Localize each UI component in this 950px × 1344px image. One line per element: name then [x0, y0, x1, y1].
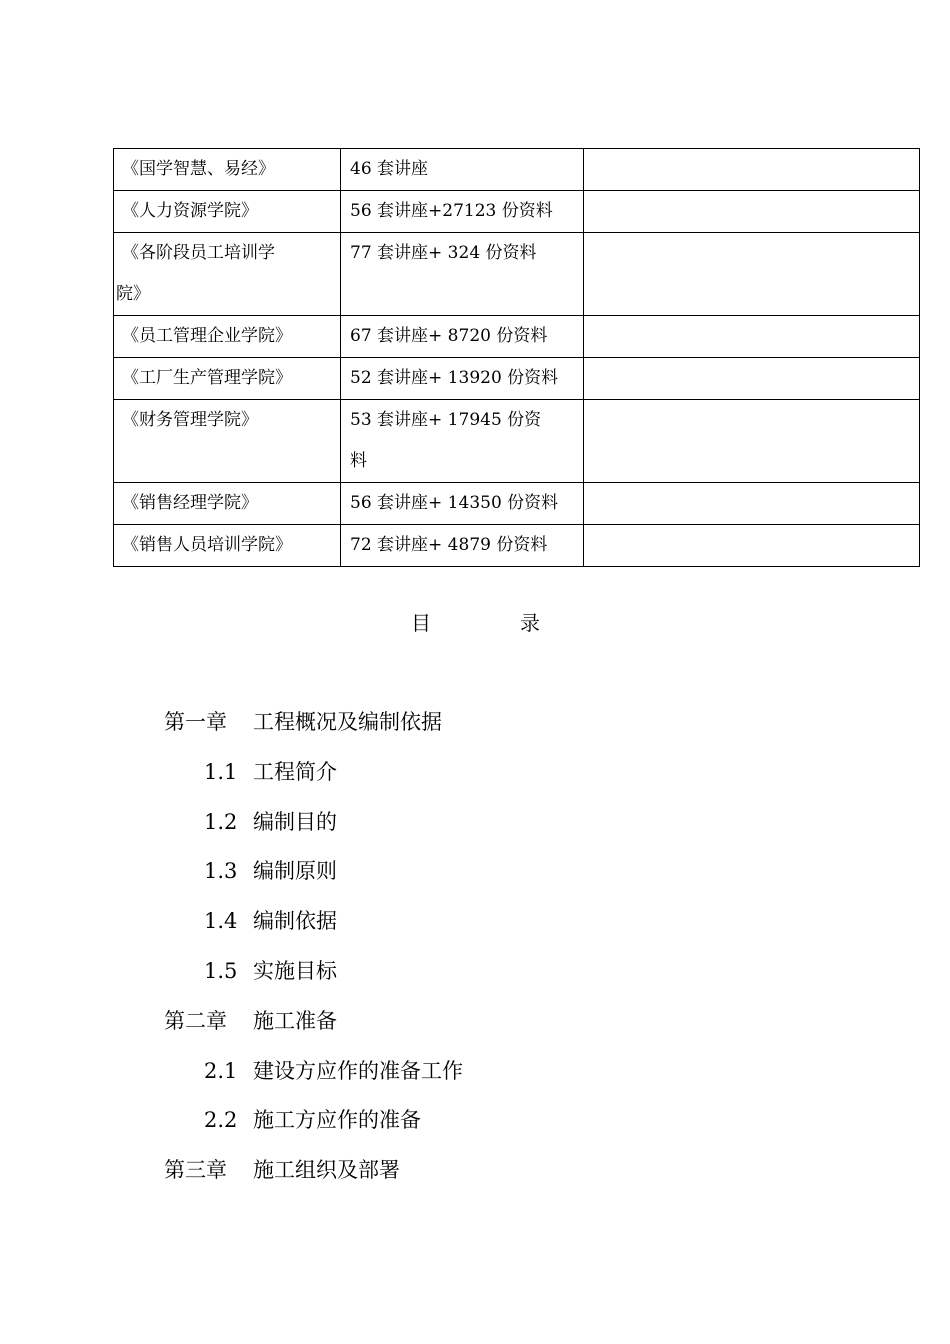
toc-heading-char-2: 录 [520, 611, 540, 635]
table-cell-content-line1: 53 套讲座+ 17945 份资 [350, 410, 542, 430]
table-cell-note [584, 483, 920, 525]
table-cell-name: 《工厂生产管理学院》 [114, 358, 341, 400]
table-cell-name: 《员工管理企业学院》 [114, 316, 341, 358]
table-row [114, 483, 920, 525]
table-of-contents [0, 706, 950, 1204]
table-row [114, 191, 920, 233]
toc-entry-number: 1.1 [204, 759, 238, 784]
toc-chapter-entry [0, 1005, 950, 1055]
table-cell-content: 56 套讲座+27123 份资料 [341, 191, 584, 233]
table-cell-name: 《销售人员培训学院》 [114, 525, 341, 567]
toc-entry-number: 第一章 [164, 710, 227, 734]
toc-chapter-entry [0, 1154, 950, 1204]
toc-entry-title: 施工准备 [253, 1008, 337, 1033]
table-cell-note [584, 400, 920, 483]
toc-entry-number: 第二章 [164, 1008, 227, 1033]
table-cell-content: 67 套讲座+ 8720 份资料 [341, 316, 584, 358]
toc-section-entry [0, 905, 950, 955]
table-cell-note [584, 191, 920, 233]
toc-section-entry [0, 806, 950, 856]
toc-entry-number: 1.4 [204, 909, 238, 934]
table-cell-name [114, 233, 341, 316]
table-cell-note [584, 233, 920, 316]
table-cell-content: 77 套讲座+ 324 份资料 [341, 233, 584, 316]
table-row [114, 316, 920, 358]
table-row [114, 149, 920, 191]
toc-entry-number: 2.1 [204, 1058, 238, 1083]
toc-section-entry [0, 1104, 950, 1154]
table-cell-content: 56 套讲座+ 14350 份资料 [341, 483, 584, 525]
table-cell-name: 《销售经理学院》 [114, 483, 341, 525]
toc-heading [0, 607, 950, 641]
course-catalog-table [113, 148, 920, 567]
toc-entry-number: 1.5 [204, 958, 238, 983]
table-cell-content: 72 套讲座+ 4879 份资料 [341, 525, 584, 567]
toc-chapter-entry [0, 706, 950, 756]
table-row [114, 358, 920, 400]
table-cell-name: 《人力资源学院》 [114, 191, 341, 233]
table-cell-name: 《国学智慧、易经》 [114, 149, 341, 191]
toc-entry-number: 第三章 [164, 1158, 227, 1183]
toc-section-entry [0, 1055, 950, 1105]
table-row [114, 233, 920, 316]
toc-entry-number: 2.2 [204, 1108, 238, 1133]
toc-entry-title: 施工方应作的准备 [253, 1108, 421, 1133]
table-cell-content: 46 套讲座 [341, 149, 584, 191]
toc-section-entry [0, 955, 950, 1005]
toc-section-entry [0, 756, 950, 806]
table-row [114, 525, 920, 567]
table-row [114, 400, 920, 483]
table-cell-content: 52 套讲座+ 13920 份资料 [341, 358, 584, 400]
table-cell-note [584, 316, 920, 358]
table-cell-note [584, 525, 920, 567]
table-cell-note [584, 149, 920, 191]
toc-entry-number: 1.3 [204, 859, 238, 884]
toc-section-entry [0, 855, 950, 905]
toc-entry-title: 施工组织及部署 [253, 1158, 400, 1183]
table-cell-name-line1: 《各阶段员工培训学 [122, 243, 275, 263]
toc-entry-title: 编制原则 [253, 859, 337, 884]
table-cell-name-line2: 院》 [116, 284, 150, 304]
toc-entry-title: 建设方应作的准备工作 [253, 1058, 463, 1083]
toc-entry-title: 工程概况及编制依据 [253, 710, 442, 734]
table-cell-note [584, 358, 920, 400]
table-cell-content [341, 400, 584, 483]
table-cell-name: 《财务管理学院》 [114, 400, 341, 483]
table-cell-content-line2: 料 [350, 451, 367, 471]
toc-entry-title: 编制目的 [253, 809, 337, 834]
toc-entry-title: 编制依据 [253, 909, 337, 934]
toc-heading-char-1: 目 [411, 611, 431, 635]
toc-entry-title: 工程简介 [253, 759, 337, 784]
toc-entry-title: 实施目标 [253, 958, 337, 983]
toc-entry-number: 1.2 [204, 809, 238, 834]
